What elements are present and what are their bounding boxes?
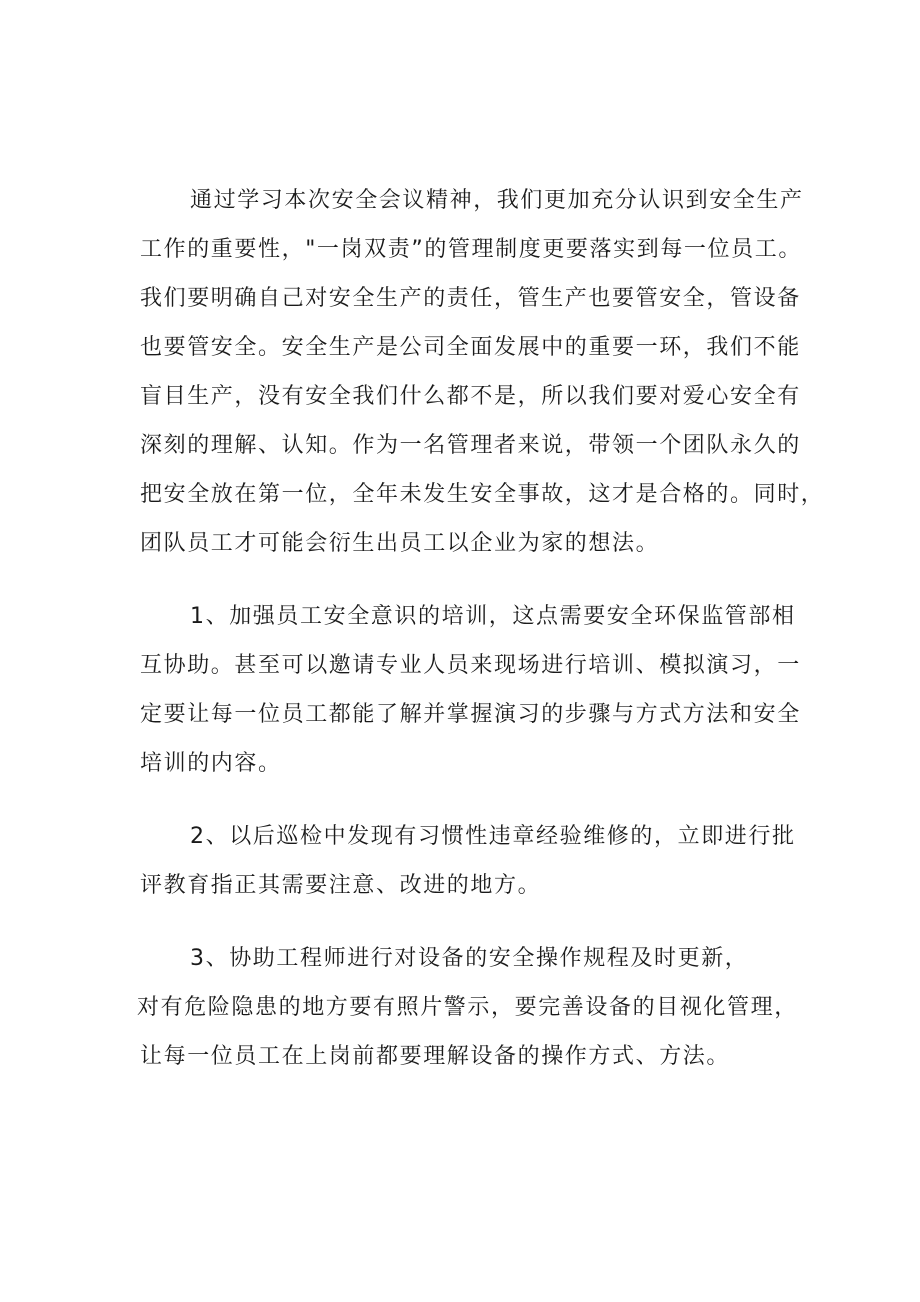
- paragraph-line: 3、协助工程师进行对设备的安全操作规程及时更新，: [190, 946, 749, 971]
- paragraph-safety-meeting: [140, 176, 825, 568]
- paragraph-spacer: [140, 910, 820, 934]
- paragraph-line: 评教育指正其需要注意、改进的地方。: [140, 873, 542, 898]
- document-body: [137, 176, 825, 1081]
- paragraph-line: 也要管安全。安全生产是公司全面发展中的重要一环，我们不能: [140, 335, 801, 360]
- paragraph-line: 1、加强员工安全意识的培训，这点需要安全环保监管部相: [190, 604, 796, 629]
- paragraph-line: 定要让每一位员工都能了解并掌握演习的步骤与方式方法和安全: [140, 702, 801, 727]
- paragraph-line: 互协助。甚至可以邀请专业人员来现场进行培训、模拟演习，一: [140, 653, 801, 678]
- paragraph-line: 2、以后巡检中发现有习惯性违章经验维修的，立即进行批: [190, 824, 796, 849]
- paragraph-spacer: [140, 788, 820, 812]
- paragraph-spacer: [140, 568, 820, 592]
- paragraph-line: 把安全放在第一位，全年未发生安全事故，这才是合格的。同时，: [140, 482, 825, 507]
- paragraph-line: 团队员工才可能会衍生出员工以企业为家的想法。: [140, 531, 660, 556]
- paragraph-line: 我们要明确自己对安全生产的责任，管生产也要管安全，管设备: [140, 286, 801, 311]
- paragraph-line: 培训的内容。: [140, 751, 282, 776]
- paragraph-item-3-procedures: [137, 934, 820, 1081]
- paragraph-line: 深刻的理解、认知。作为一名管理者来说，带领一个团队永久的: [140, 433, 801, 458]
- paragraph-line: 盲目生产，没有安全我们什么都不是，所以我们要对爱心安全有: [140, 384, 801, 409]
- paragraph-line: 让每一位员工在上岗前都要理解设备的操作方式、方法。: [140, 1044, 731, 1069]
- paragraph-item-1-training: [140, 592, 820, 788]
- paragraph-line: 对有危险隐患的地方要有照片警示，要完善设备的目视化管理，: [137, 995, 798, 1020]
- paragraph-line: 工作的重要性，"一岗双责”的管理制度更要落实到每一位员工。: [140, 237, 802, 262]
- paragraph-item-2-inspection: [140, 812, 820, 910]
- paragraph-line: 通过学习本次安全会议精神，我们更加充分认识到安全生产: [190, 188, 804, 213]
